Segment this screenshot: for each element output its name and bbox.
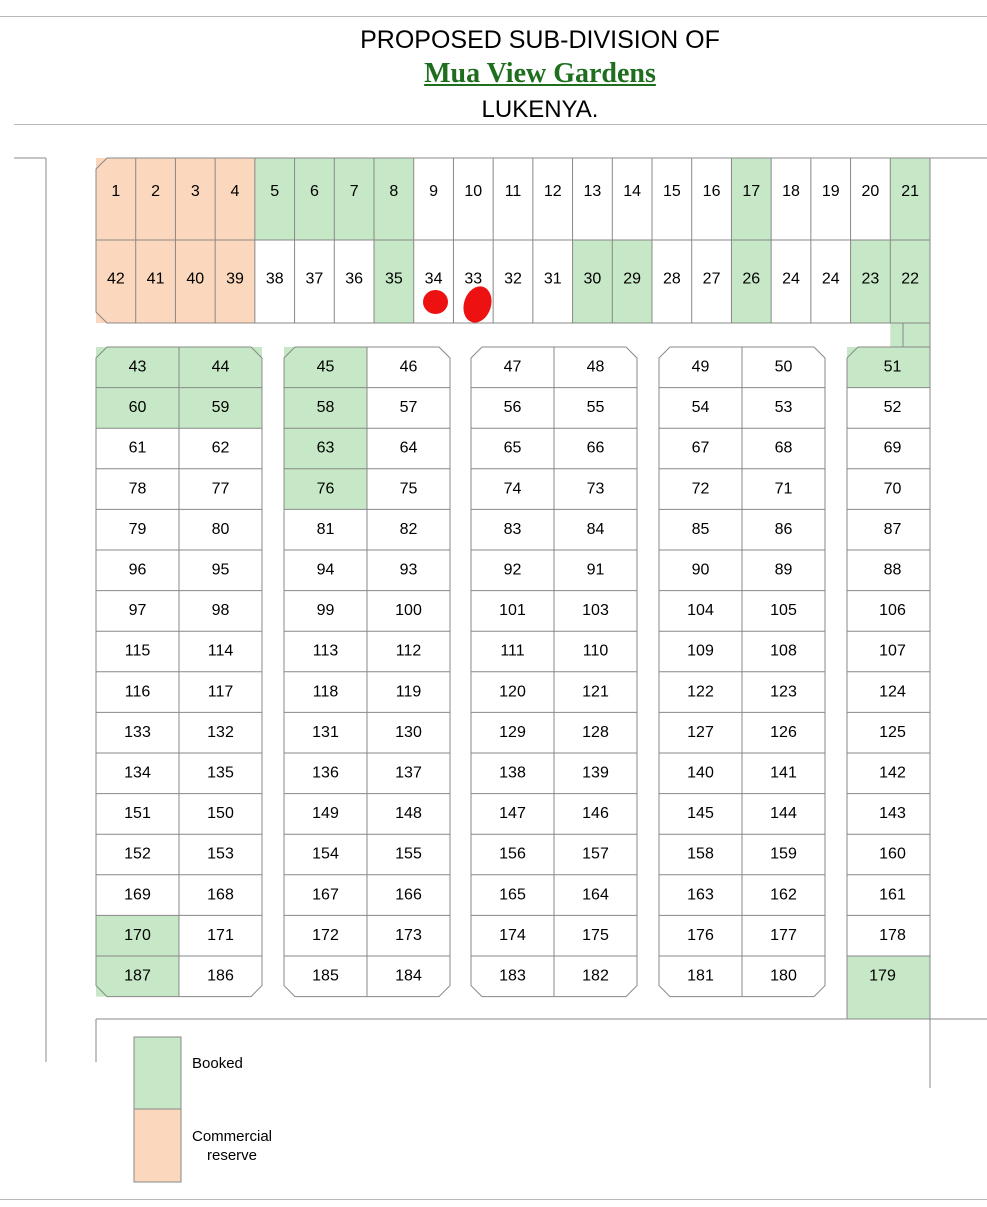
- plot-label-119: 119: [395, 683, 422, 701]
- plot-label-109: 109: [687, 642, 714, 660]
- plot-label-77: 77: [211, 480, 230, 498]
- plot-label-148: 148: [395, 805, 422, 823]
- plot-label-60: 60: [128, 399, 147, 417]
- plot-label-178: 178: [879, 926, 906, 944]
- plot-label-16: 16: [702, 183, 721, 201]
- plot-label-105: 105: [770, 602, 797, 620]
- plot-label-83: 83: [503, 520, 522, 538]
- plot-label-48: 48: [586, 358, 605, 376]
- plot-label-50: 50: [774, 358, 793, 376]
- plot-label-46: 46: [399, 358, 418, 376]
- plot-label-22: 22: [901, 270, 920, 288]
- legend-commercial-label: [192, 1127, 272, 1165]
- plot-label-161: 161: [879, 886, 906, 904]
- plot-label-45: 45: [316, 358, 335, 376]
- plot-label-23: 23: [861, 270, 880, 288]
- plot-label-143: 143: [879, 805, 906, 823]
- plot-label-57: 57: [399, 399, 418, 417]
- plot-label-71: 71: [774, 480, 793, 498]
- plot-label-44: 44: [211, 358, 230, 376]
- plot-label-33: 33: [464, 270, 483, 288]
- legend-booked-swatch: [134, 1037, 181, 1109]
- plot-label-135: 135: [207, 764, 234, 782]
- plot-label-49: 49: [691, 358, 710, 376]
- plot-label-139: 139: [582, 764, 609, 782]
- plot-label-111: 111: [500, 642, 525, 660]
- plot-label-156: 156: [499, 845, 526, 863]
- plot-label-121: 121: [582, 683, 609, 701]
- plot-label-91: 91: [586, 561, 605, 579]
- plot-label-117: 117: [207, 683, 234, 701]
- plot-label-75: 75: [399, 480, 418, 498]
- plot-label-56: 56: [503, 399, 522, 417]
- plot-label-184: 184: [395, 967, 422, 985]
- plot-label-123: 123: [770, 683, 797, 701]
- plot-label-15: 15: [662, 183, 681, 201]
- plot-label-47: 47: [503, 358, 522, 376]
- plot-label-165: 165: [499, 886, 526, 904]
- plot-label-144: 144: [770, 805, 797, 823]
- plot-label-115: 115: [124, 642, 151, 660]
- plot-label-1: 1: [111, 183, 121, 201]
- plot-label-122: 122: [687, 683, 714, 701]
- plot-label-55: 55: [586, 399, 605, 417]
- plot-label-32: 32: [504, 270, 522, 288]
- plot-label-3: 3: [190, 183, 200, 201]
- plot-label-51: 51: [883, 358, 902, 376]
- plot-label-180: 180: [770, 967, 797, 985]
- plot-label-19: 19: [821, 183, 840, 201]
- plot-label-30: 30: [583, 270, 602, 288]
- plot-label-154: 154: [312, 845, 339, 863]
- plot-label-95: 95: [211, 561, 230, 579]
- plot-label-186: 186: [207, 967, 234, 985]
- plot-label-69: 69: [883, 439, 902, 457]
- plot-label-92: 92: [503, 561, 522, 579]
- plot-label-106: 106: [879, 602, 906, 620]
- plot-label-126: 126: [770, 723, 797, 741]
- plot-label-81: 81: [316, 520, 335, 538]
- plot-label-127: 127: [687, 723, 714, 741]
- plot-label-53: 53: [774, 399, 793, 417]
- plot-label-78: 78: [128, 480, 147, 498]
- plot-label-73: 73: [586, 480, 605, 498]
- plot-label-39: 39: [226, 270, 244, 288]
- plot-label-24: 24: [782, 270, 800, 288]
- plot-label-150: 150: [207, 805, 234, 823]
- plot-label-94: 94: [316, 561, 335, 579]
- plot-label-64: 64: [399, 439, 418, 457]
- plot-label-74: 74: [503, 480, 522, 498]
- plot-label-34: 34: [424, 270, 443, 288]
- plot-label-99: 99: [316, 602, 335, 620]
- plot-label-177: 177: [770, 926, 797, 944]
- plot-label-62: 62: [211, 439, 230, 457]
- plot-label-42: 42: [106, 270, 125, 288]
- plot-label-98: 98: [211, 602, 230, 620]
- plot-label-174: 174: [499, 926, 526, 944]
- plot-label-130: 130: [395, 723, 422, 741]
- plot-label-29: 29: [623, 270, 642, 288]
- plot-label-110: 110: [582, 642, 609, 660]
- plot-label-112: 112: [395, 642, 422, 660]
- plot-label-37: 37: [305, 270, 324, 288]
- plot-label-171: 171: [207, 926, 234, 944]
- legend-booked-label: Booked: [192, 1055, 243, 1072]
- plot-label-18: 18: [782, 183, 800, 201]
- plot-label-41: 41: [146, 270, 165, 288]
- plot-label-133: 133: [124, 723, 151, 741]
- plot-label-70: 70: [883, 480, 902, 498]
- plot-label-76: 76: [316, 480, 335, 498]
- plot-label-173: 173: [395, 926, 422, 944]
- plot-label-149: 149: [312, 805, 339, 823]
- plot-label-96: 96: [128, 561, 147, 579]
- legend-commercial-swatch: [134, 1109, 181, 1182]
- plot-label-82: 82: [399, 520, 418, 538]
- plot-label-52: 52: [883, 399, 902, 417]
- plot-label-147: 147: [499, 805, 526, 823]
- plot-label-31: 31: [543, 270, 562, 288]
- plot-label-153: 153: [207, 845, 234, 863]
- plot-label-185: 185: [312, 967, 339, 985]
- plot-label-89: 89: [774, 561, 793, 579]
- plot-label-7: 7: [349, 183, 359, 201]
- plot-label-166: 166: [395, 886, 422, 904]
- plot-label-20: 20: [861, 183, 880, 201]
- plot-label-21: 21: [901, 183, 920, 201]
- plot-label-142: 142: [879, 764, 906, 782]
- plot-label-8: 8: [389, 183, 399, 201]
- plot-label-107: 107: [879, 642, 906, 660]
- plot-label-155: 155: [395, 845, 422, 863]
- plot-label-146: 146: [582, 805, 609, 823]
- plot-label-5: 5: [270, 183, 280, 201]
- plot-label-27: 27: [702, 270, 721, 288]
- plot-label-63: 63: [316, 439, 335, 457]
- plot-label-170: 170: [124, 926, 151, 944]
- plot-label-129: 129: [499, 723, 526, 741]
- plot-label-13: 13: [583, 183, 602, 201]
- plot-label-116: 116: [124, 683, 151, 701]
- plot-label-87: 87: [883, 520, 902, 538]
- plot-label-59: 59: [211, 399, 230, 417]
- plot-label-36: 36: [345, 270, 364, 288]
- plot-label-120: 120: [499, 683, 526, 701]
- plot-label-14: 14: [623, 183, 642, 201]
- plot-label-9: 9: [429, 183, 439, 201]
- plot-label-124: 124: [879, 683, 906, 701]
- plot-label-159: 159: [770, 845, 797, 863]
- plot-label-131: 131: [312, 723, 339, 741]
- plot-label-68: 68: [774, 439, 793, 457]
- plot-label-132: 132: [207, 723, 234, 741]
- plot-label-100: 100: [395, 602, 422, 620]
- plot-label-88: 88: [883, 561, 902, 579]
- plot-label-182: 182: [582, 967, 609, 985]
- plot-label-172: 172: [312, 926, 339, 944]
- plot-label-79: 79: [128, 520, 147, 538]
- plot-179: [847, 956, 930, 1019]
- plot-label-158: 158: [687, 845, 714, 863]
- plot-label-101: 101: [499, 602, 526, 620]
- estate-name: Mua View Gardens: [424, 58, 656, 89]
- plot-label-138: 138: [499, 764, 526, 782]
- plot-label-43: 43: [128, 358, 147, 376]
- plot-label-187: 187: [124, 967, 151, 985]
- plot-label-12: 12: [543, 183, 562, 201]
- plot-label-65: 65: [503, 439, 522, 457]
- plot-label-157: 157: [582, 845, 609, 863]
- plot-label-160: 160: [879, 845, 906, 863]
- plot-label-40: 40: [186, 270, 205, 288]
- plot-label-86: 86: [774, 520, 793, 538]
- plot-label-93: 93: [399, 561, 418, 579]
- plot-label-125: 125: [879, 723, 906, 741]
- plot-label-118: 118: [312, 683, 339, 701]
- plot-label-2: 2: [151, 183, 161, 201]
- plot-label-90: 90: [691, 561, 710, 579]
- plot-label-38: 38: [265, 270, 284, 288]
- plot-label-35: 35: [384, 270, 403, 288]
- plot-label-151: 151: [124, 805, 151, 823]
- plot-label-183: 183: [499, 967, 526, 985]
- plot-label-97: 97: [128, 602, 147, 620]
- plot-label-26: 26: [742, 270, 761, 288]
- plot-label-128: 128: [582, 723, 609, 741]
- plot-label-145: 145: [687, 805, 714, 823]
- plot-label-85: 85: [691, 520, 710, 538]
- plot-label-72: 72: [691, 480, 710, 498]
- plot-label-134: 134: [124, 764, 151, 782]
- plot-22-extension: [890, 323, 930, 347]
- plot-label-66: 66: [586, 439, 605, 457]
- plot-label-80: 80: [211, 520, 230, 538]
- plot-label-136: 136: [312, 764, 339, 782]
- legend-commercial-line2: reserve: [206, 1147, 258, 1164]
- plot-label-152: 152: [124, 845, 151, 863]
- plot-label-24: 24: [821, 270, 840, 288]
- plot-label-54: 54: [691, 399, 710, 417]
- plot-label-179: 179: [869, 967, 896, 985]
- plot-label-137: 137: [395, 764, 422, 782]
- plot-label-140: 140: [687, 764, 714, 782]
- plot-label-58: 58: [316, 399, 335, 417]
- plot-label-84: 84: [586, 520, 605, 538]
- marker-plot-34: [423, 290, 448, 314]
- plot-label-175: 175: [582, 926, 609, 944]
- plot-label-108: 108: [770, 642, 797, 660]
- plot-label-114: 114: [207, 642, 234, 660]
- plot-label-176: 176: [687, 926, 714, 944]
- plot-label-168: 168: [207, 886, 234, 904]
- plot-label-162: 162: [770, 886, 797, 904]
- plot-label-164: 164: [582, 886, 609, 904]
- plot-label-167: 167: [312, 886, 339, 904]
- plot-label-6: 6: [309, 183, 319, 201]
- plot-label-17: 17: [742, 183, 761, 201]
- location-name: LUKENYA.: [481, 96, 599, 123]
- plot-label-11: 11: [504, 183, 522, 201]
- plot-label-141: 141: [770, 764, 797, 782]
- plot-label-28: 28: [662, 270, 681, 288]
- plot-label-103: 103: [582, 602, 609, 620]
- title-line-1: PROPOSED SUB-DIVISION OF: [360, 26, 720, 54]
- plot-label-61: 61: [128, 439, 147, 457]
- legend-commercial-line1: Commercial: [192, 1128, 273, 1145]
- plot-label-104: 104: [687, 602, 714, 620]
- plot-label-169: 169: [124, 886, 151, 904]
- plot-label-113: 113: [312, 642, 339, 660]
- plot-label-181: 181: [687, 967, 714, 985]
- plot-label-10: 10: [464, 183, 483, 201]
- plot-label-163: 163: [687, 886, 714, 904]
- plot-label-4: 4: [230, 183, 240, 201]
- plot-label-67: 67: [691, 439, 710, 457]
